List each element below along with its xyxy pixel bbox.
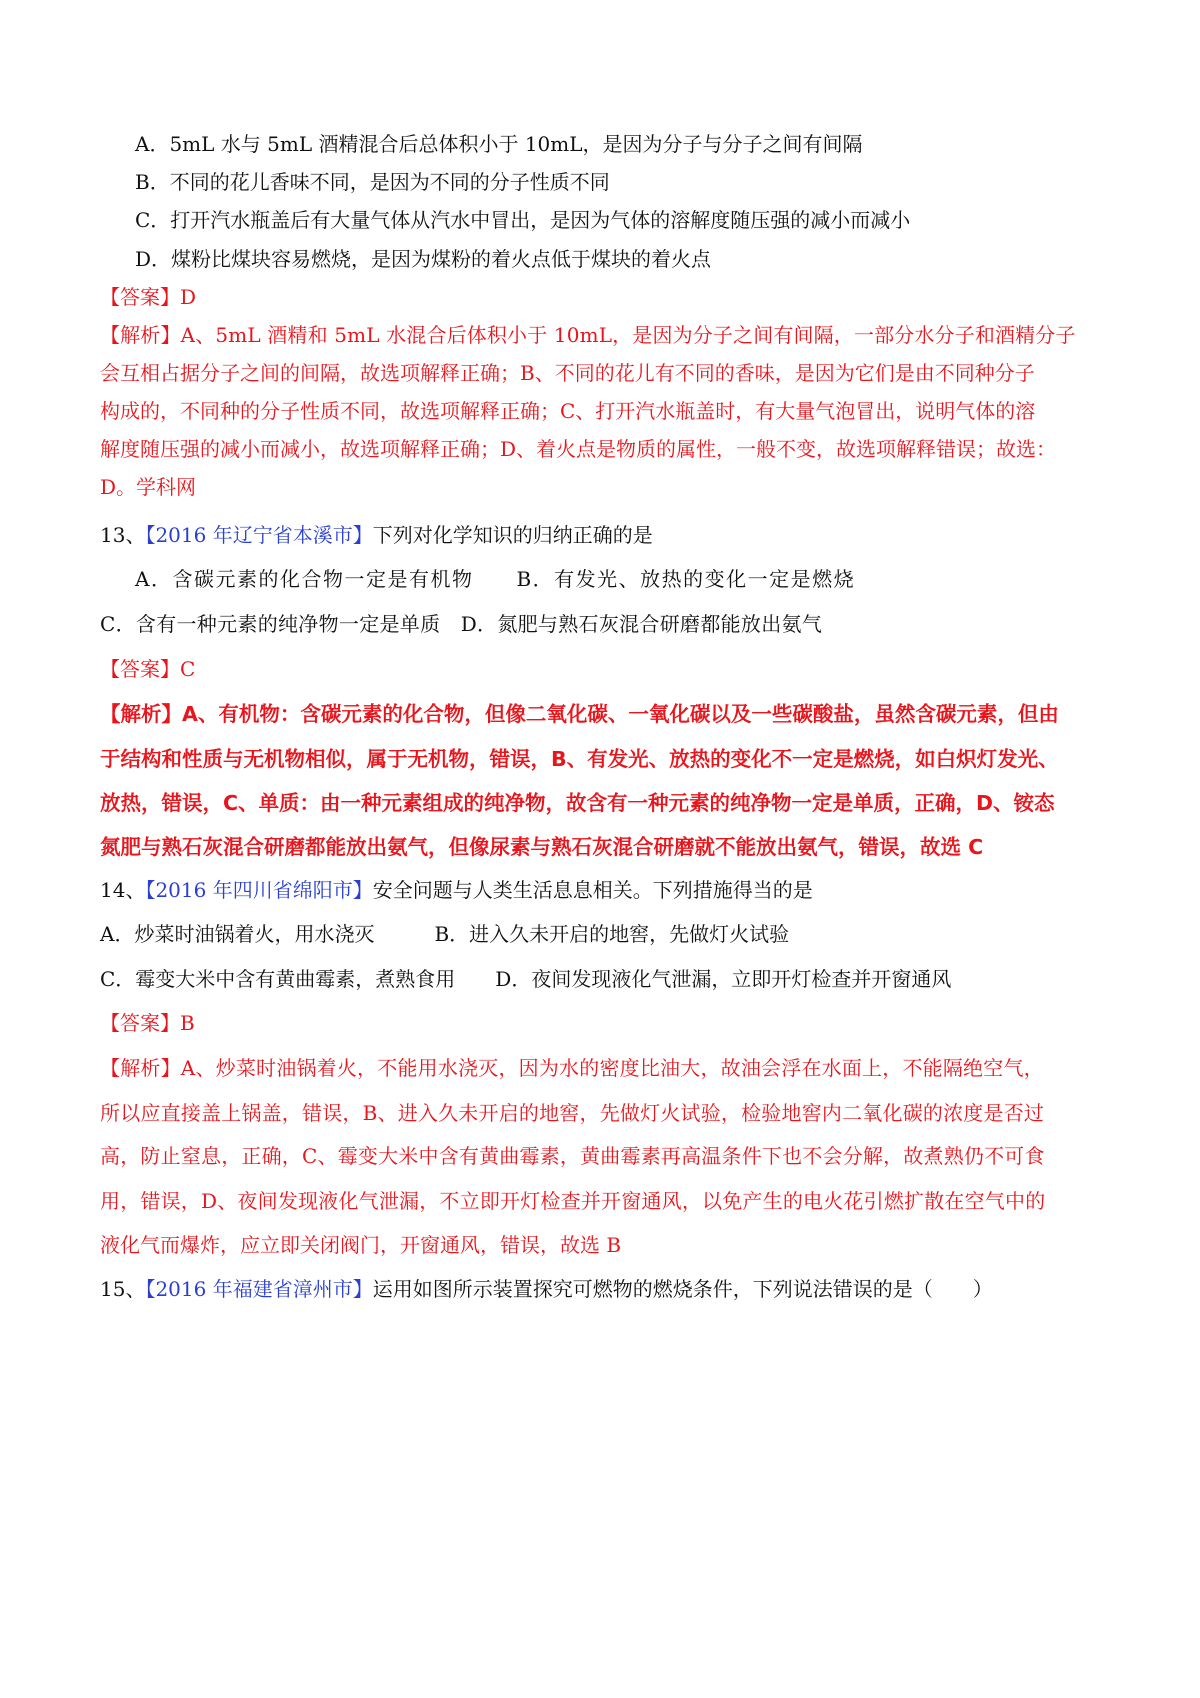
q12-option-d: D．煤粉比煤块容易燃烧，是因为煤粉的着火点低于煤块的着火点 (135, 247, 712, 271)
q14-options-row: C．霉变大米中含有黄曲霉素，煮熟食用 D．夜间发现液化气泄漏，立即开灯检查并开窗通风 (100, 967, 952, 991)
q13-options-row: C．含有一种元素的纯净物一定是单质 D．氮肥与熟石灰混合研磨都能放出氨气 (100, 612, 823, 636)
q13-number: 13、 (100, 523, 146, 547)
q14-number: 14、 (100, 878, 146, 902)
q12-explanation-line: 解度随压强的减小而减小，故选项解释正确；D、着火点是物质的属性，一般不变，故选项解释错误；故选： (100, 437, 1057, 461)
q13-explanation-line: 【解析】A、有机物：含碳元素的化合物，但像二氧化碳、一氧化碳以及一些碳酸盐，虽然含碳元素，但由 (100, 702, 1059, 726)
q13-explanation-line: 氮肥与熟石灰混合研磨都能放出氨气，但像尿素与熟石灰混合研磨就不能放出氨气，错误，故选 C (100, 835, 984, 859)
q14-explanation-line: 【解析】A、炒菜时油锅着火，不能用水浇灭，因为水的密度比油大，故油会浮在水面上，不能隔绝空气， (100, 1056, 1044, 1080)
q12-explanation-line: 构成的，不同种的分子性质不同，故选项解释正确；C、打开汽水瓶盖时，有大量气泡冒出，说明气体的溶 (100, 399, 1036, 423)
q13-options-row: A．含碳元素的化合物一定是有机物 B．有发光、放热的变化一定是燃烧 (135, 567, 856, 591)
q12-explanation-line: D。学科网 (100, 475, 197, 499)
q13-heading (100, 521, 653, 549)
q14-heading (100, 876, 813, 904)
q14-explanation-line: 液化气而爆炸，应立即关闭阀门，开窗通风，错误，故选 B (100, 1233, 622, 1257)
q12-explanation-line: 会互相占据分子之间的间隔，故选项解释正确；B、不同的花儿有不同的香味，是因为它们是由不同种分子 (100, 361, 1035, 385)
q12-option-b: B．不同的花儿香味不同，是因为不同的分子性质不同 (135, 170, 610, 194)
q13-explanation-line: 于结构和性质与无机物相似，属于无机物，错误，B、有发光、放热的变化不一定是燃烧，如白炽灯发光、 (100, 747, 1059, 771)
q15-stem: 运用如图所示装置探究可燃物的燃烧条件，下列说法错误的是（ ） (372, 1277, 993, 1301)
q15-heading (100, 1275, 993, 1303)
q14-explanation-line: 用，错误，D、夜间发现液化气泄漏，不立即开灯检查并开窗通风，以免产生的电火花引燃扩散在空气中的 (100, 1189, 1046, 1213)
q14-source: 【2016 年四川省绵阳市】 (145, 878, 373, 902)
q14-answer: 【答案】B (100, 1011, 195, 1035)
q14-explanation-line: 所以应直接盖上锅盖，错误，B、进入久未开启的地窖，先做灯火试验，检验地窖内二氧化碳的浓度是否过 (100, 1101, 1045, 1125)
q13-source: 【2016 年辽宁省本溪市】 (145, 523, 373, 547)
q13-answer: 【答案】C (100, 657, 196, 681)
q12-option-c: C．打开汽水瓶盖后有大量气体从汽水中冒出，是因为气体的溶解度随压强的减小而减小 (135, 208, 911, 232)
q12-option-a: A．5mL 水与 5mL 酒精混合后总体积小于 10mL，是因为分子与分子之间有间隔 (135, 132, 863, 156)
q13-stem: 下列对化学知识的归纳正确的是 (372, 523, 653, 547)
q13-explanation-line: 放热，错误，C、单质：由一种元素组成的纯净物，故含有一种元素的纯净物一定是单质，正确，D、铵态 (100, 791, 1055, 815)
q14-explanation-line: 高，防止窒息，正确，C、霉变大米中含有黄曲霉素，黄曲霉素再高温条件下也不会分解，故煮熟仍不可食 (100, 1144, 1045, 1168)
q14-stem: 安全问题与人类生活息息相关。下列措施得当的是 (372, 878, 813, 902)
q12-explanation-line: 【解析】A、5mL 酒精和 5mL 水混合后体积小于 10mL，是因为分子之间有间隔，一部分水分子和酒精分子 (100, 323, 1076, 347)
q14-options-row: A．炒菜时油锅着火，用水浇灭 B．进入久未开启的地窖，先做灯火试验 (100, 922, 790, 946)
q15-source: 【2016 年福建省漳州市】 (145, 1277, 373, 1301)
q15-number: 15、 (100, 1277, 146, 1301)
q12-answer: 【答案】D (100, 285, 197, 309)
